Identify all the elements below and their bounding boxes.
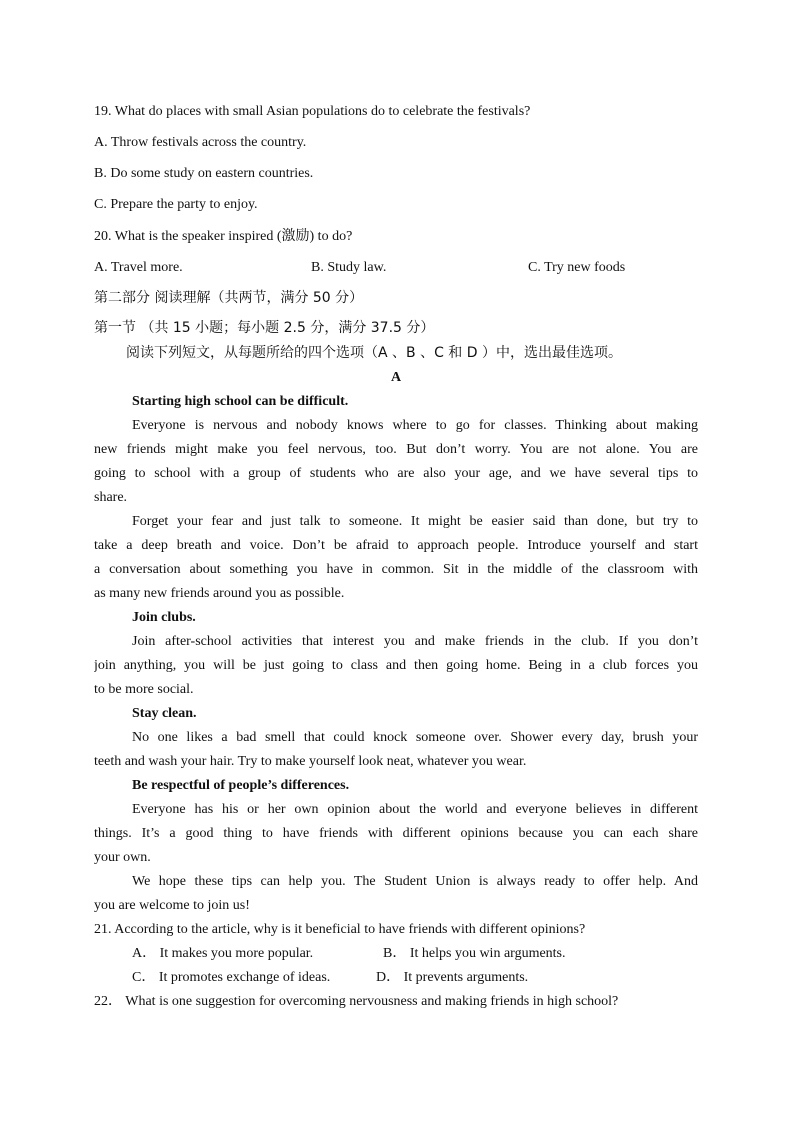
q20-option-c: C. Try new foods [528,260,626,275]
paragraph-4-line-1: No one likes a bad smell that could knock someone over. Shower every day, brush your [132,730,698,745]
paragraph-1-line-3: going to school with a group of students who are also your age, and we have several tips to [94,466,698,481]
paragraph-2-line-4: as many new friends around you as possible. [94,586,345,601]
q20-option-a: A. Travel more. [94,260,183,275]
paragraph-2-line-1: Forget your fear and just talk to someone. It might be easier said than done, but try to [132,514,698,529]
paragraph-1-line-4: share. [94,490,128,505]
paragraph-6-line-1: We hope these tips can help you. The Student Union is always ready to offer help. And [132,874,698,889]
part2-title: 第二部分 阅读理解（共两节，满分 50 分） [94,290,364,306]
paragraph-1-line-1: Everyone is nervous and nobody knows where to go for classes. Thinking about making [132,418,698,433]
q21-option-a: A． It makes you more popular. [132,946,314,961]
paragraph-4-line-2: teeth and wash your hair. Try to make yourself look neat, whatever you wear. [94,754,527,769]
paragraph-3-line-2: join anything, you will be just going to class and then going home. Being in a club forces you [94,658,698,673]
q21-option-c: C． It promotes exchange of ideas. [132,970,331,985]
passage-heading-3: Stay clean. [132,706,197,721]
question-22: 22． What is one suggestion for overcoming nervousness and making friends in high school? [94,994,619,1009]
passage-heading-1: Starting high school can be difficult. [132,394,349,409]
paragraph-5-line-1: Everyone has his or her own opinion about the world and everyone believes in different [132,802,698,817]
paragraph-5-line-3: your own. [94,850,151,865]
paragraph-3-line-3: to be more social. [94,682,194,697]
paragraph-3-line-1: Join after-school activities that interest you and make friends in the club. If you don’t [132,634,698,649]
paragraph-5-line-2: things. It’s a good thing to have friends with different opinions because you can each share [94,826,698,841]
question-21: 21. According to the article, why is it beneficial to have friends with different opinions? [94,922,586,937]
reading-instruction: 阅读下列短文，从每题所给的四个选项（A 、B 、C 和 D ）中，选出最佳选项。 [126,345,622,361]
paragraph-2-line-2: take a deep breath and voice. Don’t be afraid to approach people. Introduce yourself and start [94,538,698,553]
passage-label: A [390,370,402,385]
passage-heading-4: Be respectful of people’s differences. [132,778,350,793]
q21-option-b: B． It helps you win arguments. [383,946,566,961]
section1-title: 第一节 （共 15 小题；每小题 2.5 分，满分 37.5 分） [94,320,435,336]
passage-heading-2: Join clubs. [132,610,196,625]
paragraph-2-line-3: a conversation about something you have in common. Sit in the middle of the classroom with [94,562,698,577]
question-20: 20. What is the speaker inspired (激励) to do? [94,229,353,244]
paragraph-1-line-2: new friends might make you feel nervous, too. But don’t worry. You are not alone. You are [94,442,698,457]
question-19: 19. What do places with small Asian populations do to celebrate the festivals? [94,104,531,119]
q19-option-a: A. Throw festivals across the country. [94,135,307,150]
q21-option-d: D． It prevents arguments. [376,970,529,985]
q20-option-b: B. Study law. [311,260,387,275]
q19-option-b: B. Do some study on eastern countries. [94,166,314,181]
paragraph-6-line-2: you are welcome to join us! [94,898,250,913]
q19-option-c: C. Prepare the party to enjoy. [94,197,258,212]
